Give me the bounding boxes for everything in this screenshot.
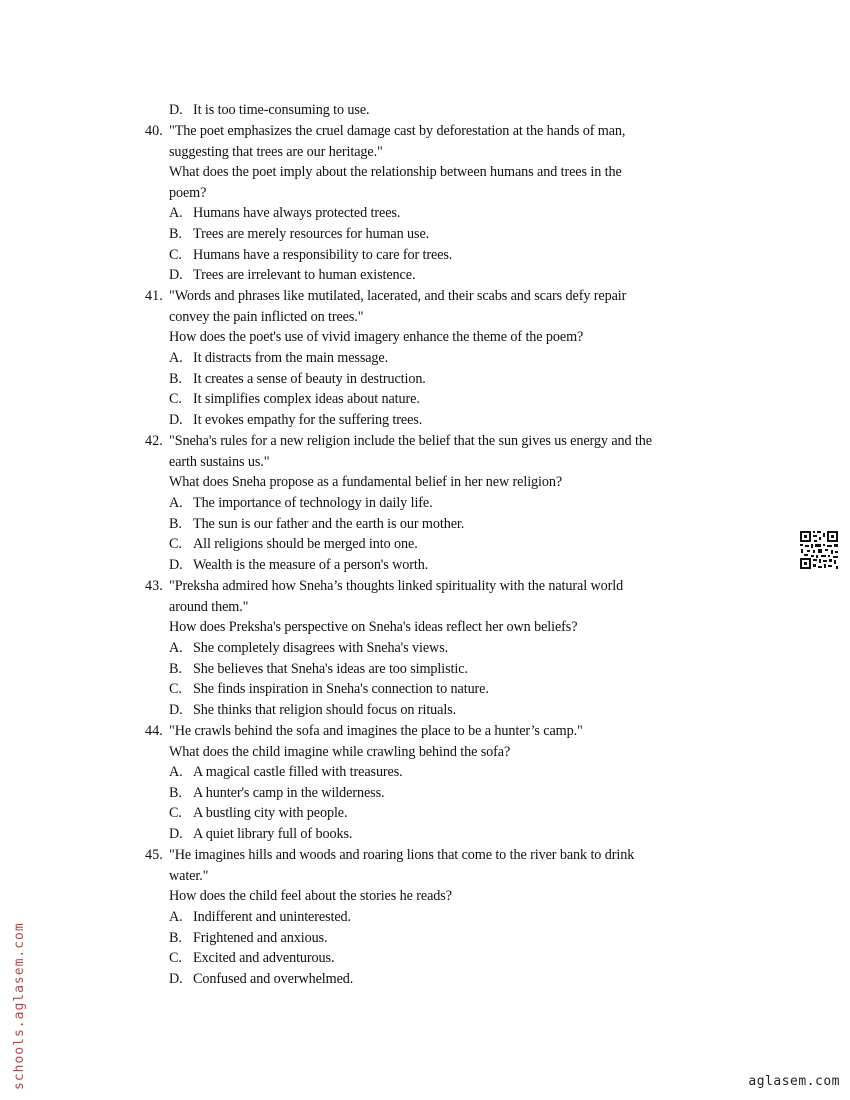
option-text: It distracts from the main message.: [193, 350, 389, 366]
option-letter: B.: [169, 516, 182, 532]
question-text-line: What does the child imagine while crawling behind the sofa?: [169, 744, 511, 760]
side-watermark: schools.aglasem.com: [12, 922, 27, 1090]
option-letter: A.: [169, 640, 183, 656]
question-quote-line: "He imagines hills and woods and roaring lions that come to the river bank to drink: [169, 847, 635, 863]
option-text: A bustling city with people.: [193, 805, 348, 821]
option-d: [169, 411, 422, 429]
option-letter: B.: [169, 785, 182, 801]
question-number: 40.: [145, 123, 163, 139]
question-text-line: What does the poet imply about the relationship between humans and trees in the: [169, 164, 622, 180]
option-text: Wealth is the measure of a person's worth.: [193, 557, 429, 573]
question-number: 45.: [145, 847, 163, 863]
option-d: [169, 970, 353, 988]
option-text: Frightened and anxious.: [193, 930, 328, 946]
option-letter: C.: [169, 681, 182, 697]
option-letter: D.: [169, 971, 183, 987]
option-c: [169, 680, 489, 698]
option-text: All religions should be merged into one.: [193, 536, 418, 552]
option-text: It creates a sense of beauty in destruction.: [193, 371, 426, 387]
question-quote-line: around them.": [169, 599, 249, 615]
option-letter: D.: [169, 412, 183, 428]
option-c: [169, 804, 347, 822]
option-letter: A.: [169, 205, 183, 221]
option-text: The importance of technology in daily life.: [193, 495, 433, 511]
option-c: [169, 246, 452, 264]
question-text-line: What does Sneha propose as a fundamental belief in her new religion?: [169, 474, 563, 490]
option-letter: A.: [169, 495, 183, 511]
option-a: [169, 204, 400, 222]
option-c: [169, 535, 418, 553]
option-text: She believes that Sneha's ideas are too simplistic.: [193, 661, 468, 677]
option-text: A quiet library full of books.: [193, 826, 353, 842]
option-letter: D.: [169, 557, 183, 573]
option-letter: C.: [169, 391, 182, 407]
option-letter: B.: [169, 930, 182, 946]
option-letter: D.: [169, 826, 183, 842]
option-text: It simplifies complex ideas about nature.: [193, 391, 420, 407]
qr-code-icon[interactable]: [799, 530, 839, 570]
question-text-line: How does Preksha's perspective on Sneha's ideas reflect her own beliefs?: [169, 619, 578, 635]
option-text: Humans have always protected trees.: [193, 205, 401, 221]
option-letter: A.: [169, 909, 183, 925]
option-c: [169, 390, 420, 408]
option-text: Trees are irrelevant to human existence.: [193, 267, 416, 283]
option-b: [169, 370, 426, 388]
option-letter: B.: [169, 371, 182, 387]
question-quote-line: "He crawls behind the sofa and imagines the place to be a hunter’s camp.": [169, 723, 583, 739]
option-text: It is too time-consuming to use.: [193, 102, 370, 118]
question-quote-line: earth sustains us.": [169, 454, 270, 470]
option-b: [169, 225, 429, 243]
question-quote-line: "Preksha admired how Sneha’s thoughts linked spirituality with the natural world: [169, 578, 624, 594]
option-a: [169, 494, 433, 512]
option-letter: D.: [169, 702, 183, 718]
question-number: 42.: [145, 433, 163, 449]
option-text: It evokes empathy for the suffering trees.: [193, 412, 423, 428]
footer-watermark: aglasem.com: [748, 1074, 840, 1089]
option-d: [169, 556, 428, 574]
option-text: Humans have a responsibility to care for trees.: [193, 247, 453, 263]
option-a: [169, 763, 403, 781]
option-text: Confused and overwhelmed.: [193, 971, 354, 987]
option-c: [169, 949, 334, 967]
option-text: She thinks that religion should focus on rituals.: [193, 702, 457, 718]
option-text: Excited and adventurous.: [193, 950, 335, 966]
option-letter: A.: [169, 764, 183, 780]
option-d: [169, 266, 415, 284]
question-text-line: How does the poet's use of vivid imagery enhance the theme of the poem?: [169, 329, 584, 345]
question-quote-line: convey the pain inflicted on trees.": [169, 309, 364, 325]
option-letter: C.: [169, 950, 182, 966]
question-quote-line: "The poet emphasizes the cruel damage cast by deforestation at the hands of man,: [169, 123, 626, 139]
question-number: 41.: [145, 288, 163, 304]
option-text: The sun is our father and the earth is our mother.: [193, 516, 465, 532]
option-letter: C.: [169, 805, 182, 821]
option-text: She finds inspiration in Sneha's connection to nature.: [193, 681, 489, 697]
option-b: [169, 660, 468, 678]
option-letter: D.: [169, 102, 183, 118]
option-letter: C.: [169, 536, 182, 552]
option-letter: C.: [169, 247, 182, 263]
top-option-d: [169, 101, 370, 119]
option-a: [169, 908, 351, 926]
option-a: [169, 349, 388, 367]
option-text: A magical castle filled with treasures.: [193, 764, 403, 780]
question-quote-line: "Words and phrases like mutilated, lacerated, and their scabs and scars defy repair: [169, 288, 627, 304]
option-d: [169, 825, 352, 843]
question-quote-line: suggesting that trees are our heritage.": [169, 144, 383, 160]
option-text: Trees are merely resources for human use.: [193, 226, 430, 242]
option-a: [169, 639, 448, 657]
question-quote-line: water.": [169, 868, 209, 884]
option-b: [169, 515, 464, 533]
option-d: [169, 701, 456, 719]
question-quote-line: "Sneha's rules for a new religion include the belief that the sun gives us energy and the: [169, 433, 653, 449]
option-b: [169, 784, 384, 802]
option-letter: B.: [169, 226, 182, 242]
question-text-line: poem?: [169, 185, 207, 201]
option-text: A hunter's camp in the wilderness.: [193, 785, 385, 801]
question-number: 44.: [145, 723, 163, 739]
option-letter: D.: [169, 267, 183, 283]
option-text: She completely disagrees with Sneha's views.: [193, 640, 449, 656]
question-text-line: How does the child feel about the stories he reads?: [169, 888, 452, 904]
option-text: Indifferent and uninterested.: [193, 909, 351, 925]
option-b: [169, 929, 327, 947]
option-letter: A.: [169, 350, 183, 366]
question-number: 43.: [145, 578, 163, 594]
option-letter: B.: [169, 661, 182, 677]
